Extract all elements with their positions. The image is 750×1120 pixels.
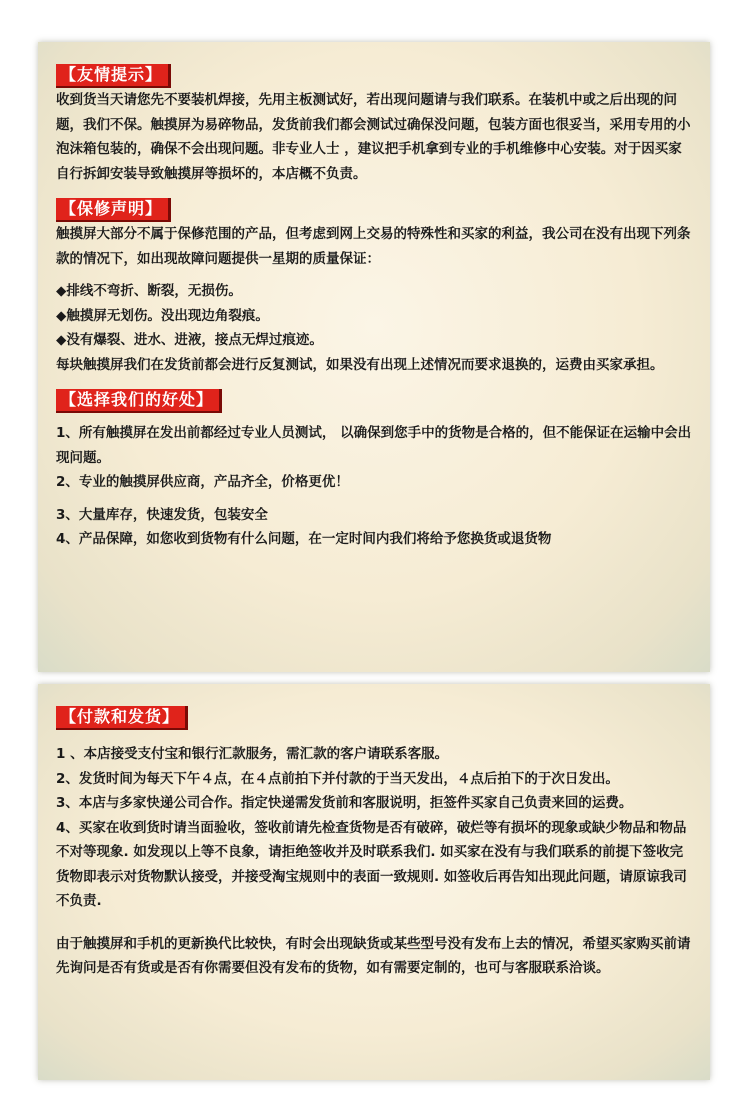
warranty-outro: 每块触摸屏我们在发货前都会进行反复测试，如果没有出现上述情况而要求退换的，运费由买家承担。 (56, 356, 664, 373)
benefit-item: 2、专业的触摸屏供应商，产品齐全，价格更优！ (56, 474, 349, 490)
info-card-top (38, 42, 710, 672)
benefit-item: 4、产品保障，如您收到货物有什么问题，在一定时间内我们将给予您换货或退货物 (56, 531, 552, 547)
payment-item: 1 、本店接受支付宝和银行汇款服务，需汇款的客户请联系客服。 (56, 746, 449, 762)
benefit-item: 1、所有触摸屏在发出前都经过专业人员测试， 以确保到您手中的货物是合格的，但不能保证在运输中会出现问题。 (56, 425, 692, 466)
payment-item: 4、买家在收到货时请当面验收，签收前请先检查货物是否有破碎，破烂等有损坏的现象或缺少物品和物品不对等现象. 如发现以上等不良象，请拒绝签收并及时联系我们. 如买家在没有与我们联系的前提下签收完货物即表示对货物默认接受，并接受淘宝规则中的表面一致规则. 如签收后再告知出现此问题，请原谅我司不负责. (56, 819, 687, 909)
warranty-item: ◆触摸屏无划伤。没出现边角裂痕。 (56, 307, 269, 324)
payment-item: 2、发货时间为每天下午４点，在４点前拍下并付款的于当天发出，４点后拍下的于次日发出。 (56, 770, 619, 787)
warranty-item: ◆没有爆裂、进水、进液，接点无焊过痕迹。 (56, 332, 323, 348)
warranty-heading: 【保修声明】 (56, 198, 171, 222)
warranty-intro: 触摸屏大部分不属于保修范围的产品，但考虑到网上交易的特殊性和买家的利益，我公司在没有出现下列条款的情况下，如出现故障问题提供一星期的质量保证： (56, 226, 691, 267)
tips-heading: 【友情提示】 (56, 64, 171, 88)
tips-body: 收到货当天请您先不要装机焊接，先用主板测试好，若出现问题请与我们联系。在装机中或之后出现的问题，我们不保。触摸屏为易碎物品，发货前我们都会测试过确保没问题，包装方面也很妥当，采用专用的小泡沫箱包装的，确保不会出现问题。非专业人士 ，建议把手机拿到专业的手机维修中心安装。对于因买家自行拆卸安装导致触摸屏等损坏的，本店概不负责。 (56, 92, 691, 182)
payment-note: 由于触摸屏和手机的更新换代比较快，有时会出现缺货或某些型号没有发布上去的情况，希望买家购买前请先询问是否有货或是否有你需要但没有发布的货物，如有需要定制的，也可与客服联系洽谈。 (56, 935, 691, 976)
warranty-item: ◆排线不弯折、断裂，无损伤。 (56, 283, 242, 299)
benefits-heading: 【选择我们的好处】 (56, 389, 222, 413)
benefit-item: 3、大量库存，快速发货，包装安全 (56, 506, 268, 523)
payment-heading: 【付款和发货】 (56, 706, 188, 730)
info-card-bottom (38, 684, 710, 1080)
payment-item: 3、本店与多家快递公司合作。指定快递需发货前和客服说明，拒签件买家自己负责来回的运费。 (56, 795, 633, 811)
